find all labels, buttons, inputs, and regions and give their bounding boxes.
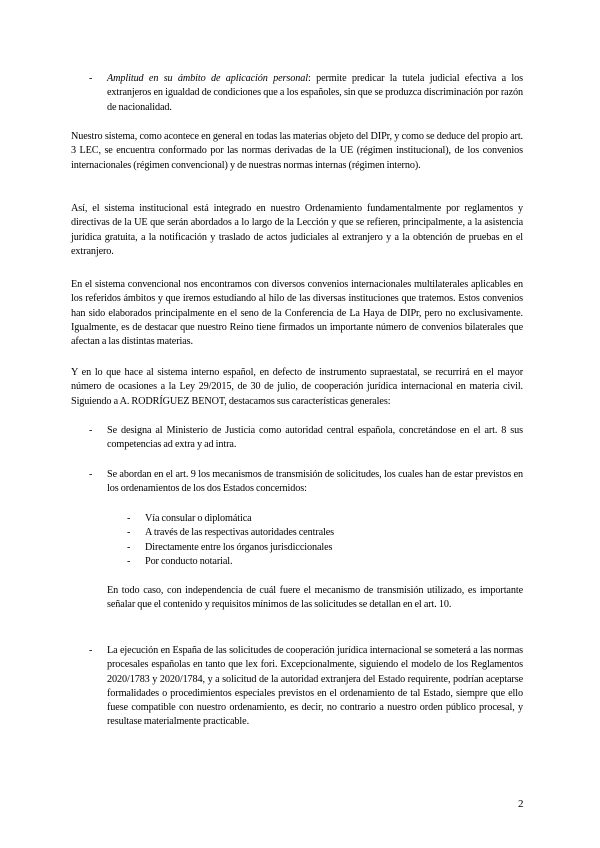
sub-list [71,512,523,569]
sub-item: - Directamente entre los órganos jurisdiccionales [71,541,523,555]
sub-item: - Por conducto notarial. [71,555,523,569]
bullet-dash: - [127,527,131,539]
paragraph-interno: Y en lo que hace al sistema interno español, en defecto de instrumento supraestatal, se recurrirá en el mayor número de ocasiones a la Ley 29/2015, de 30 de julio, de cooperación jurídica internacional en materia civil. Siguiendo a A. RODRÍGUEZ BENOT, destacamos sus características generales: [71,367,523,407]
bullet-amplitud [71,72,523,115]
bullet-art9 [71,468,523,497]
bullet-amplitud-text: : permite predicar la tutela judicial efectiva a los extranjeros en igualdad de condiciones que a los españoles, sin que se produzca discriminación por razón de nacionalidad. [107,73,523,113]
bullet-ejecucion-text: La ejecución en España de las solicitudes de cooperación jurídica internacional se someterá a las normas procesales españolas en tanto que lex fori. Excepcionalmente, siguiendo el modelo de los Reglamentos 2020/1783 y 2020/1784, y a solicitud de la autoridad extranjera del Estado requirente, podrían aceptarse formalidades o procedimientos especiales previstos en el ordenamiento de tal Estado, siempre que ello fuese compatible con nuestro ordenamiento, es decir, no contrario a nuestro orden público procesal, y resultase materialmente practicable. [107,645,523,728]
bullet-dash: - [127,555,131,567]
bullet-dash: - [89,469,93,480]
paragraph-convencional: En el sistema convencional nos encontramos con diversos convenios internacionales multilaterales aplicables en los referidos ámbitos y que iremos estudiando al hilo de las diversas instituciones que tratemos. Estos convenios han sido elaborados principalmente en el seno de la Conferencia de La Haya de DIPr, pero no exclusivamente. Igualmente, es de destacar que nuestro Reino tiene firmados un importante número de convenios bilaterales que afectan a las distintas materias. [71,279,523,348]
paragraph-sistema: Nuestro sistema, como acontece en general en todas las materias objeto del DIPr, y como se deduce del propio art. 3 LEC, se encuentra conformado por las normas derivadas de la UE (régimen institucional), de los convenios internacionales (régimen convencional) y de nuestras normas internas (régimen interno). [71,131,523,171]
bullet-art9-text: Se abordan en el art. 9 los mecanismos de transmisión de solicitudes, los cuales han de estar previstos en los ordenamientos de los dos Estados concernidos: [107,469,523,495]
bullet-dash: - [89,425,93,436]
bullet-dash: - [89,73,93,84]
bullet-dash: - [127,541,131,553]
paragraph-institucional: Así, el sistema institucional está integrado en nuestro Ordenamiento fundamentalmente por reglamentos y directivas de la UE que serán abordados a lo largo de la Lección y que se refieren, principalmente, a la asistencia jurídica gratuita, a la notificación y traslado de actos judiciales al extranjero y a la obtención de pruebas en el extranjero. [71,203,523,257]
bullet-ministerio [71,424,523,453]
paragraph-todo-caso: En todo caso, con independencia de cuál fuere el mecanismo de transmisión utilizado, es importante señalar que el contenido y requisitos mínimos de las solicitudes se detallan en el art. 10. [107,585,523,611]
sub-item: - Vía consular o diplomática [71,512,523,526]
bullet-ministerio-text: Se designa al Ministerio de Justicia como autoridad central española, concretándose en el art. 8 sus competencias ad extra y ad intra. [107,425,523,451]
bullet-ejecucion [71,644,523,730]
bullet-amplitud-lead: Amplitud en su ámbito de aplicación personal [107,73,308,84]
page-number: 2 [518,798,524,810]
bullet-dash: - [89,645,93,656]
bullet-dash: - [127,513,131,524]
sub-item: - A través de las respectivas autoridades centrales [71,526,523,540]
